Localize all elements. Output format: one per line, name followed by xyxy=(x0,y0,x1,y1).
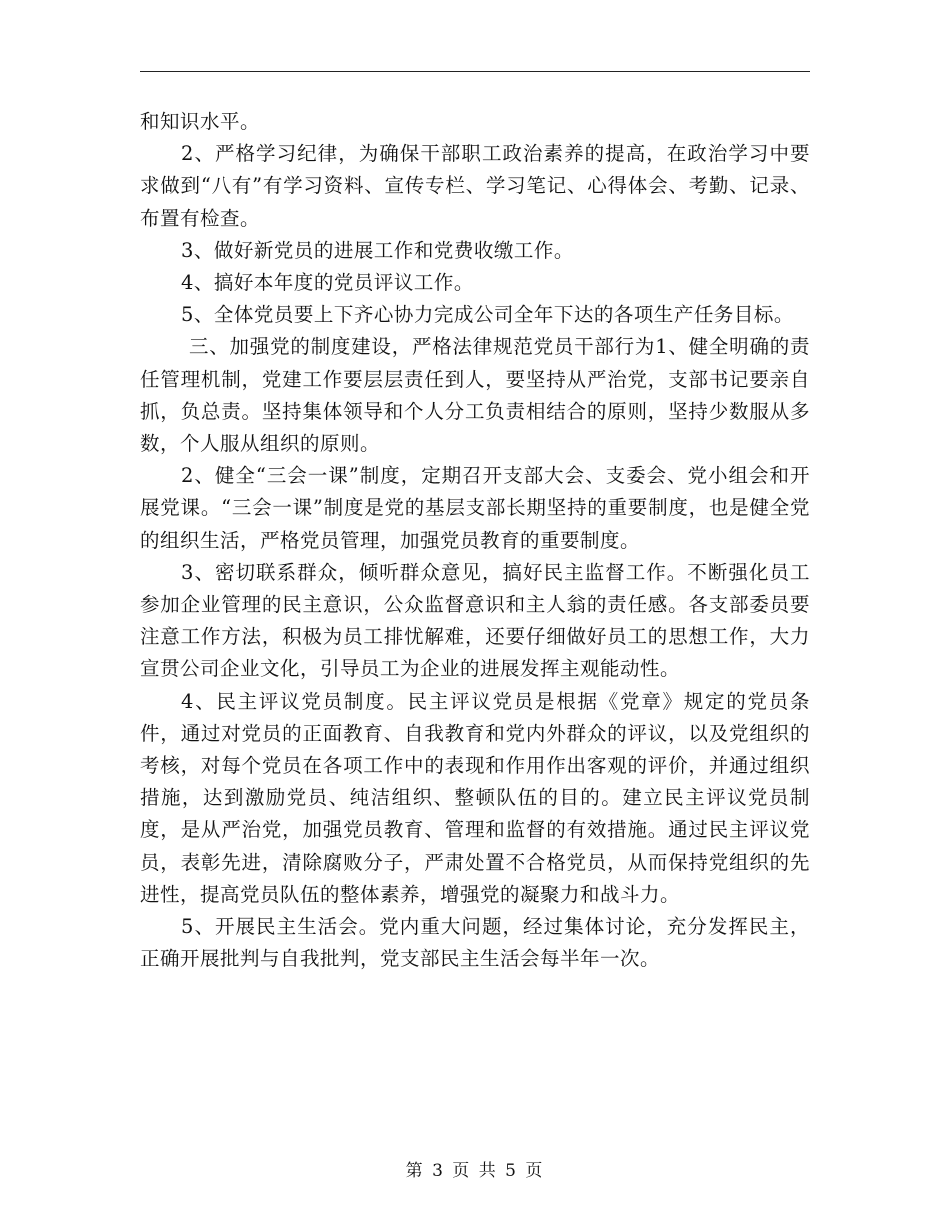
document-body xyxy=(140,106,810,975)
paragraph-study-discipline: 2、严格学习纪律，为确保干部职工政治素养的提高，在政治学习中要求做到“八有”有学习资料、宣传专栏、学习笔记、心得体会、考勤、记录、布置有检查。 xyxy=(140,142,810,230)
paragraph-mass-contact: 3、密切联系群众，倾听群众意见，搞好民主监督工作。不断强化员工参加企业管理的民主意识，公众监督意识和主人翁的责任感。各支部委员要注意工作方法，积极为员工排忧解难，还要仔细做好员工的思想工作，大力宣贯公司企业文化，引导员工为企业的进展发挥主观能动性。 xyxy=(140,560,810,681)
page-number: 第 3 页 共 5 页 xyxy=(405,1161,545,1181)
paragraph-life-meeting: 5、开展民主生活会。党内重大问题，经过集体讨论，充分发挥民主，正确开展批判与自我批判，党支部民主生活会每半年一次。 xyxy=(140,915,810,971)
section-heading-party-system: 三、加强党的制度建设，严格法律规范党员干部行为1、健全明确的责任管理机制，党建工作要层层责任到人，要坚持从严治党，支部书记要亲自抓，负总责。坚持集体领导和个人分工负责相结合的原则，坚持少数服从多数，个人服从组织的原则。 xyxy=(140,335,810,456)
paragraph-democratic-review: 4、民主评议党员制度。民主评议党员是根据《党章》规定的党员条件，通过对党员的正面教育、自我教育和党内外群众的评议，以及党组织的考核，对每个党员在各项工作中的表现和作用作出客观的评价，并通过组织措施，达到激励党员、纯洁组织、整顿队伍的目的。建立民主评议党员制度，是从严治党，加强党员教育、管理和监督的有效措施。通过民主评议党员，表彰先进，清除腐败分子，严肃处置不合格党员，从而保持党组织的先进性，提高党员队伍的整体素养，增强党的凝聚力和战斗力。 xyxy=(140,689,810,906)
header-rule xyxy=(140,71,810,72)
paragraph-continuation: 和知识水平。 xyxy=(140,110,261,133)
paragraph-production-tasks: 5、全体党员要上下齐心协力完成公司全年下达的各项生产任务目标。 xyxy=(181,303,794,327)
paragraph-new-members: 3、做好新党员的进展工作和党费收缴工作。 xyxy=(181,238,574,262)
paragraph-three-meetings: 2、健全“三会一课”制度，定期召开支部大会、支委会、党小组会和开展党课。“三会一课”制度是党的基层支部长期坚持的重要制度，也是健全党的组织生活，严格党员管理，加强党员教育的重要制度。 xyxy=(140,464,810,552)
paragraph-member-review: 4、搞好本年度的党员评议工作。 xyxy=(181,271,474,295)
